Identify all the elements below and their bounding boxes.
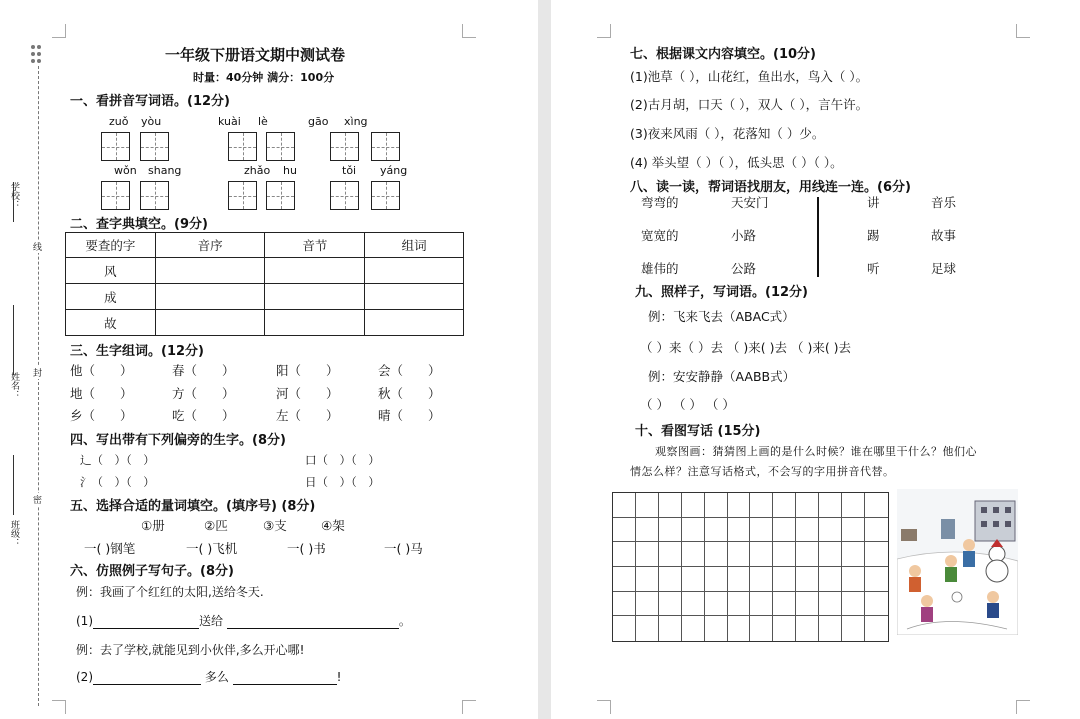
grid-cell[interactable] xyxy=(613,567,636,592)
table-row xyxy=(66,310,464,336)
option: ①册 xyxy=(141,518,165,533)
blank-input[interactable] xyxy=(93,628,199,629)
binding-mark: 密 xyxy=(33,493,42,506)
crop-mark xyxy=(597,700,611,714)
pinyin: zhǎo xyxy=(244,164,271,177)
grid-cell[interactable] xyxy=(773,592,796,617)
writing-box[interactable] xyxy=(228,181,257,210)
answer-cell[interactable] xyxy=(155,310,265,336)
match-word[interactable]: 雄伟的 xyxy=(641,261,679,276)
school-label: 学校： xyxy=(9,182,19,209)
crop-mark xyxy=(1016,24,1030,38)
crop-mark xyxy=(1016,700,1030,714)
grid-cell[interactable] xyxy=(705,542,728,567)
grid-cell[interactable] xyxy=(750,567,773,592)
word-char: 方（ ） xyxy=(172,386,235,401)
grid-cell[interactable] xyxy=(819,518,842,543)
grid-cell[interactable] xyxy=(865,616,888,641)
word-char: 他（ ） xyxy=(70,363,133,378)
pinyin: kuài xyxy=(218,115,241,128)
grid-cell[interactable] xyxy=(728,616,751,641)
section-10-heading: 十、看图写话 (15分) xyxy=(635,424,761,439)
radical-item: 氵（ ）（ ） xyxy=(80,475,155,489)
match-word[interactable]: 讲 xyxy=(867,195,880,210)
match-word[interactable]: 小路 xyxy=(731,228,757,243)
exam-page-right xyxy=(551,0,1080,719)
word-char: 乡（ ） xyxy=(70,408,133,423)
grid-cell[interactable] xyxy=(682,493,705,518)
word-pattern-line[interactable]: （ ）来（ ）去 （ )来( )去 （ )来( )去 xyxy=(640,340,852,355)
answer-cell[interactable] xyxy=(365,284,464,310)
instruction: 情怎么样？注意写话格式，不会写的字用拼音代替。 xyxy=(630,465,895,478)
answer-line-2: (2) 多么 ! xyxy=(76,670,342,684)
pinyin: tǒi xyxy=(342,164,357,177)
grid-cell[interactable] xyxy=(842,616,865,641)
exam-subtitle: 时量：40分钟 满分：100分 xyxy=(193,71,335,84)
binding-line xyxy=(38,66,39,706)
section-1-heading: 一、看拼音写词语。(12分) xyxy=(70,94,230,109)
class-label: 班级： xyxy=(9,520,19,547)
grid-cell[interactable] xyxy=(773,518,796,543)
class-field[interactable] xyxy=(13,455,14,515)
grid-cell[interactable] xyxy=(796,493,819,518)
grid-cell[interactable] xyxy=(636,493,659,518)
writing-box[interactable] xyxy=(266,132,295,161)
grid-cell[interactable] xyxy=(796,518,819,543)
pinyin: gāo xyxy=(308,115,329,128)
writing-box[interactable] xyxy=(140,132,169,161)
writing-box[interactable] xyxy=(371,132,400,161)
grid-cell[interactable] xyxy=(659,592,682,617)
writing-grid[interactable] xyxy=(612,492,889,642)
grid-cell[interactable] xyxy=(636,518,659,543)
grid-cell[interactable] xyxy=(613,592,636,617)
grid-cell[interactable] xyxy=(842,592,865,617)
match-word[interactable]: 弯弯的 xyxy=(641,195,679,210)
grid-cell[interactable] xyxy=(796,542,819,567)
word-char: 地（ ） xyxy=(70,386,133,401)
grid-cell[interactable] xyxy=(865,567,888,592)
answer-cell[interactable] xyxy=(265,310,365,336)
grid-cell[interactable] xyxy=(613,518,636,543)
word-char: 左（ ） xyxy=(276,408,339,423)
instruction: 观察图画：猜猜图上画的是什么时候？谁在哪里干什么？他们心 xyxy=(655,445,977,458)
grid-cell[interactable] xyxy=(728,567,751,592)
fill-line[interactable]: (2)古月胡，口天（ ），双人（ ），言午许。 xyxy=(630,97,869,112)
grid-cell[interactable] xyxy=(659,616,682,641)
match-word[interactable]: 公路 xyxy=(731,261,757,276)
grid-cell[interactable] xyxy=(750,493,773,518)
drag-handle-icon[interactable] xyxy=(30,44,42,64)
crop-mark xyxy=(52,24,66,38)
grid-cell[interactable] xyxy=(750,542,773,567)
writing-box[interactable] xyxy=(228,132,257,161)
grid-cell[interactable] xyxy=(865,592,888,617)
pinyin: hu xyxy=(283,164,297,177)
pinyin: zuǒ xyxy=(109,115,129,128)
answer-cell[interactable] xyxy=(155,284,265,310)
divider xyxy=(817,197,819,277)
grid-cell[interactable] xyxy=(682,616,705,641)
grid-cell[interactable] xyxy=(682,542,705,567)
match-word[interactable]: 音乐 xyxy=(931,195,957,210)
table-row xyxy=(66,258,464,284)
grid-cell[interactable] xyxy=(636,616,659,641)
writing-box[interactable] xyxy=(101,132,130,161)
radical-item: 辶（ ）（ ） xyxy=(80,453,155,467)
binding-mark: 线 xyxy=(33,240,42,253)
grid-cell[interactable] xyxy=(865,518,888,543)
fill-line[interactable]: (3)夜来风雨（ ），花落知（ ）少。 xyxy=(630,126,825,141)
crop-mark xyxy=(597,24,611,38)
grid-cell[interactable] xyxy=(865,542,888,567)
snow-scene-illustration xyxy=(897,489,1018,635)
match-word[interactable]: 踢 xyxy=(867,228,880,243)
grid-cell[interactable] xyxy=(682,592,705,617)
measure-item[interactable]: 一( )马 xyxy=(384,541,423,556)
match-word[interactable]: 听 xyxy=(867,261,880,276)
school-field[interactable] xyxy=(13,182,14,222)
table-cell: 成 xyxy=(66,284,156,310)
grid-cell[interactable] xyxy=(705,493,728,518)
radical-item: 日（ ）（ ） xyxy=(305,475,380,489)
table-cell: 故 xyxy=(66,310,156,336)
grid-cell[interactable] xyxy=(819,592,842,617)
crop-mark xyxy=(52,700,66,714)
grid-cell[interactable] xyxy=(842,518,865,543)
section-9-heading: 九、照样子，写词语。(12分) xyxy=(635,285,808,300)
grid-cell[interactable] xyxy=(819,616,842,641)
grid-cell[interactable] xyxy=(728,518,751,543)
word-char: 河（ ） xyxy=(276,386,339,401)
section-8-heading: 八、读一读，帮词语找朋友，用线连一连。(6分) xyxy=(630,180,911,195)
blank-input[interactable] xyxy=(227,628,399,629)
writing-box[interactable] xyxy=(140,181,169,210)
measure-item[interactable]: 一( )书 xyxy=(287,541,326,556)
answer-cell[interactable] xyxy=(365,258,464,284)
answer-cell[interactable] xyxy=(155,258,265,284)
option: ③支 xyxy=(263,518,287,533)
measure-item[interactable]: 一( )钢笔 xyxy=(84,541,136,556)
section-3-heading: 三、生字组词。(12分) xyxy=(70,344,204,359)
answer-cell[interactable] xyxy=(265,258,365,284)
word-pattern-line[interactable]: （ ） （ ） （ ） xyxy=(640,397,735,412)
section-7-heading: 七、根据课文内容填空。(10分) xyxy=(630,47,816,62)
grid-cell[interactable] xyxy=(659,567,682,592)
fill-line[interactable]: (4) 举头望（ ）（ ），低头思（ ）（ ）。 xyxy=(630,155,843,170)
grid-cell[interactable] xyxy=(750,592,773,617)
word-char: 春（ ） xyxy=(172,363,235,378)
binding-mark: 封 xyxy=(33,366,42,379)
word-char: 会（ ） xyxy=(378,363,441,378)
exam-title: 一年级下册语文期中测试卷 xyxy=(165,46,346,64)
example-word: 例：飞来飞去（ABAC式） xyxy=(648,309,795,324)
word-char: 阳（ ） xyxy=(276,363,339,378)
writing-box[interactable] xyxy=(101,181,130,210)
answer-line-1: (1) 送给 。 xyxy=(76,614,411,628)
grid-cell[interactable] xyxy=(613,493,636,518)
match-word[interactable]: 故事 xyxy=(931,228,957,243)
match-word[interactable]: 足球 xyxy=(931,261,957,276)
name-label: 姓名： xyxy=(9,372,19,399)
answer-cell[interactable] xyxy=(365,310,464,336)
exam-page-left xyxy=(0,0,538,719)
grid-cell[interactable] xyxy=(613,542,636,567)
grid-cell[interactable] xyxy=(613,616,636,641)
grid-cell[interactable] xyxy=(659,518,682,543)
table-header: 音节 xyxy=(265,233,365,258)
grid-cell[interactable] xyxy=(728,592,751,617)
section-4-heading: 四、写出带有下列偏旁的生字。(8分) xyxy=(70,433,286,448)
grid-cell[interactable] xyxy=(705,616,728,641)
grid-cell[interactable] xyxy=(819,567,842,592)
grid-cell[interactable] xyxy=(796,616,819,641)
table-header: 音序 xyxy=(155,233,265,258)
section-6-heading: 六、仿照例子写句子。(8分) xyxy=(70,564,234,579)
blank-input[interactable] xyxy=(233,684,337,685)
radical-item: 口（ ）（ ） xyxy=(305,453,380,467)
grid-cell[interactable] xyxy=(659,542,682,567)
pinyin: shang xyxy=(148,164,182,177)
table-row xyxy=(66,284,464,310)
grid-cell[interactable] xyxy=(773,493,796,518)
grid-cell[interactable] xyxy=(796,592,819,617)
pinyin: xìng xyxy=(344,115,368,128)
option: ②匹 xyxy=(204,518,228,533)
grid-cell[interactable] xyxy=(705,518,728,543)
crop-mark xyxy=(462,24,476,38)
grid-cell[interactable] xyxy=(773,542,796,567)
table-cell: 风 xyxy=(66,258,156,284)
grid-cell[interactable] xyxy=(728,542,751,567)
table-header: 要查的字 xyxy=(66,233,156,258)
writing-box[interactable] xyxy=(330,181,359,210)
grid-cell[interactable] xyxy=(705,567,728,592)
crop-mark xyxy=(462,700,476,714)
grid-cell[interactable] xyxy=(842,542,865,567)
grid-cell[interactable] xyxy=(865,493,888,518)
grid-cell[interactable] xyxy=(819,493,842,518)
measure-item[interactable]: 一( )飞机 xyxy=(186,541,238,556)
pinyin: yáng xyxy=(380,164,408,177)
word-char: 秋（ ） xyxy=(378,386,441,401)
word-char: 晴（ ） xyxy=(378,408,441,423)
table-header: 组词 xyxy=(365,233,464,258)
grid-cell[interactable] xyxy=(842,493,865,518)
section-5-heading: 五、选择合适的量词填空。(填序号) (8分) xyxy=(70,499,316,514)
grid-cell[interactable] xyxy=(842,567,865,592)
pinyin: yòu xyxy=(141,115,162,128)
name-field[interactable] xyxy=(13,305,14,375)
writing-box[interactable] xyxy=(330,132,359,161)
grid-cell[interactable] xyxy=(682,567,705,592)
blank-input[interactable] xyxy=(93,684,201,685)
grid-cell[interactable] xyxy=(728,493,751,518)
grid-cell[interactable] xyxy=(750,616,773,641)
dictionary-table xyxy=(65,232,464,336)
grid-cell[interactable] xyxy=(682,518,705,543)
grid-cell[interactable] xyxy=(819,542,842,567)
option: ④架 xyxy=(321,518,345,533)
match-word[interactable]: 天安门 xyxy=(731,195,769,210)
example-sentence: 例：去了学校,就能见到小伙伴,多么开心哪! xyxy=(76,643,305,657)
match-word[interactable]: 宽宽的 xyxy=(641,228,679,243)
grid-cell[interactable] xyxy=(636,592,659,617)
grid-cell[interactable] xyxy=(636,542,659,567)
grid-cell[interactable] xyxy=(750,518,773,543)
grid-cell[interactable] xyxy=(705,592,728,617)
pinyin: lè xyxy=(258,115,268,128)
section-2-heading: 二、查字典填空。(9分) xyxy=(70,217,208,232)
word-char: 吃（ ） xyxy=(172,408,235,423)
writing-box[interactable] xyxy=(371,181,400,210)
pinyin: wǒn xyxy=(114,164,137,177)
grid-cell[interactable] xyxy=(796,567,819,592)
answer-cell[interactable] xyxy=(265,284,365,310)
writing-box[interactable] xyxy=(266,181,295,210)
grid-cell[interactable] xyxy=(773,616,796,641)
grid-cell[interactable] xyxy=(636,567,659,592)
example-word: 例：安安静静（AABB式） xyxy=(648,369,796,384)
grid-cell[interactable] xyxy=(773,567,796,592)
example-sentence: 例：我画了个红红的太阳,送给冬天. xyxy=(76,585,264,599)
fill-line[interactable]: (1)池草（ ），山花红，鱼出水，鸟入（ ）。 xyxy=(630,69,869,84)
grid-cell[interactable] xyxy=(659,493,682,518)
